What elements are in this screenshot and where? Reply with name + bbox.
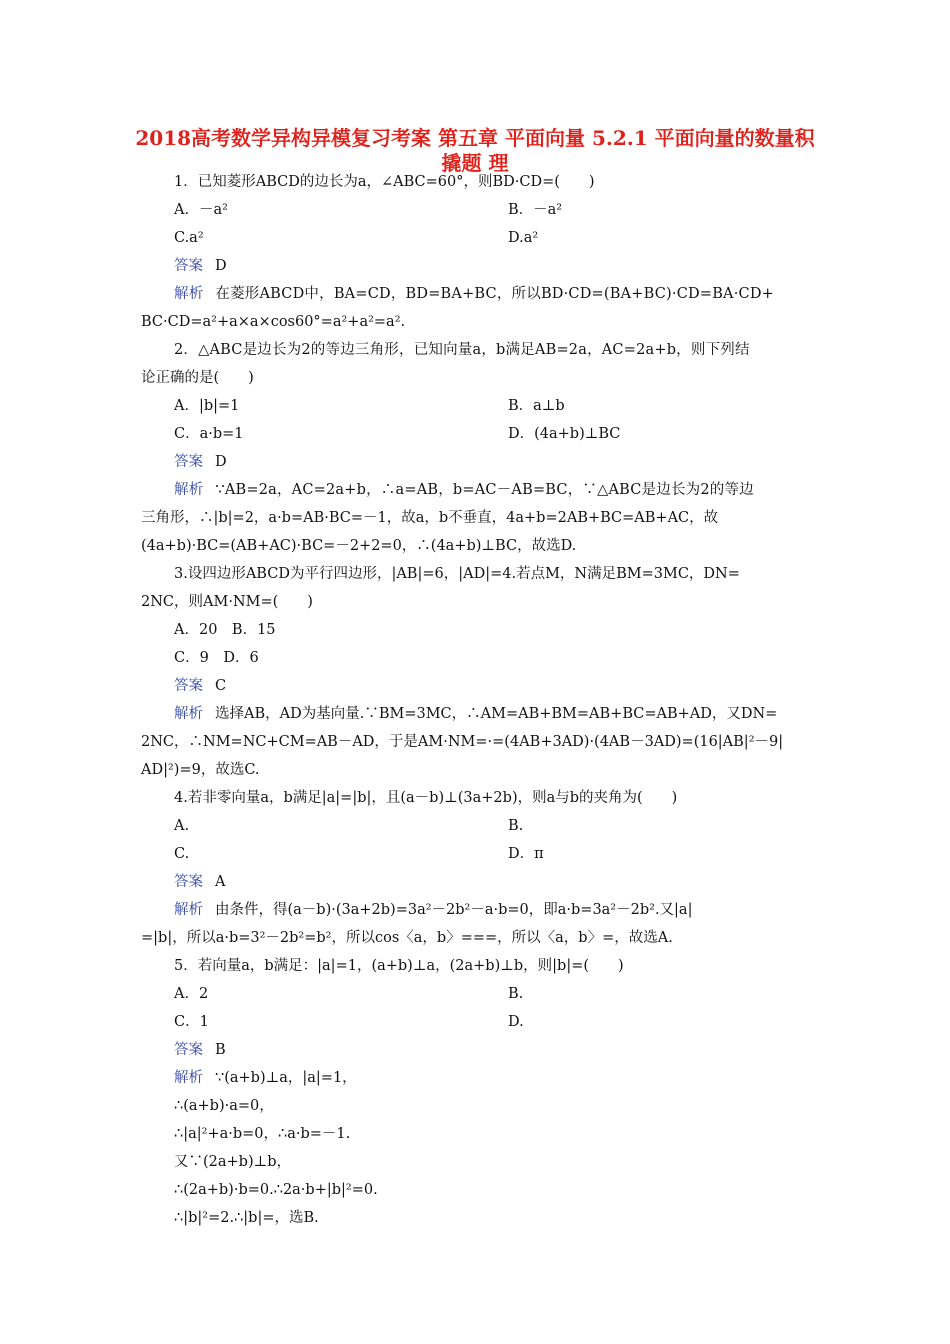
q5-line-6: ∴|b|²=2.∴|b|=，选B. bbox=[174, 1210, 319, 1226]
q1-analysis-1: 在菱形ABCD中，BA=CD，BD=BA+BC，所以BD·CD=(BA+BC)·CD=BA·CD+ bbox=[215, 286, 774, 302]
q3-stem-2: 2NC，则AM·NM=( ) bbox=[141, 594, 313, 610]
q4-analysis-2: =|b|，所以a·b=3²－2b²=b²，所以cos〈a，b〉===，所以〈a，b〉=，故选A. bbox=[141, 930, 673, 946]
answer-label: 答案 bbox=[174, 874, 203, 890]
q1-stem: 1．已知菱形ABCD的边长为a，∠ABC=60°，则BD·CD=( ) bbox=[174, 174, 595, 190]
q5-option-c: C．1 bbox=[174, 1014, 209, 1030]
q1-option-c: C.a² bbox=[174, 230, 204, 246]
analysis-label: 解析 bbox=[174, 902, 203, 918]
q2-option-c: C．a·b=1 bbox=[174, 426, 244, 442]
q1-analysis-row bbox=[174, 284, 774, 304]
q1-option-d: D.a² bbox=[508, 230, 539, 246]
q4-option-c: C. bbox=[174, 846, 190, 862]
q4-answer: A bbox=[215, 874, 226, 890]
answer-label: 答案 bbox=[174, 454, 203, 470]
q4-analysis-row bbox=[174, 900, 692, 920]
q2-analysis-1: ∵AB=2a，AC=2a+b，∴a=AB，b=AC－AB=BC，∵△ABC是边长为2的等边 bbox=[215, 482, 754, 498]
q5-stem: 5．若向量a，b满足：|a|=1，(a+b)⊥a，(2a+b)⊥b，则|b|=( ) bbox=[174, 958, 624, 974]
q4-option-d: D．π bbox=[508, 846, 544, 862]
q5-answer-row bbox=[174, 1040, 226, 1060]
q3-analysis-1: 选择AB，AD为基向量.∵BM=3MC，∴AM=AB+BM=AB+BC=AB+AD，又DN= bbox=[215, 706, 778, 722]
q5-line-4: 又∵(2a+b)⊥b， bbox=[174, 1154, 292, 1170]
q5-option-b: B. bbox=[508, 986, 524, 1002]
q1-option-b: B．－a² bbox=[508, 202, 563, 218]
q2-option-b: B．a⊥b bbox=[508, 398, 565, 414]
q2-analysis-row bbox=[174, 480, 754, 500]
q3-analysis-3: AD|²)=9，故选C. bbox=[141, 762, 260, 778]
q4-stem: 4.若非零向量a，b满足|a|=|b|，且(a－b)⊥(3a+2b)，则a与b的夹角为( ) bbox=[174, 790, 678, 806]
q5-analysis-row bbox=[174, 1068, 357, 1088]
q4-option-b: B. bbox=[508, 818, 524, 834]
q3-answer-row bbox=[174, 676, 226, 696]
answer-label: 答案 bbox=[174, 678, 203, 694]
answer-label: 答案 bbox=[174, 1042, 203, 1058]
q3-options-cd: C．9 D．6 bbox=[174, 650, 259, 666]
q5-line-3: ∴|a|²+a·b=0，∴a·b=－1. bbox=[174, 1126, 351, 1142]
q2-analysis-2: 三角形，∴|b|=2，a·b=AB·BC=－1，故a，b不垂直，4a+b=2AB+BC=AB+AC，故 bbox=[141, 510, 719, 526]
q3-analysis-row bbox=[174, 704, 777, 724]
q2-analysis-3: (4a+b)·BC=(AB+AC)·BC=－2+2=0，∴(4a+b)⊥BC，故选D. bbox=[141, 538, 577, 554]
q4-analysis-1: 由条件，得(a－b)·(3a+2b)=3a²－2b²－a·b=0，即a·b=3a²－2b².又|a| bbox=[215, 902, 693, 918]
analysis-label: 解析 bbox=[174, 1070, 203, 1086]
q2-answer-row bbox=[174, 452, 227, 472]
q5-answer: B bbox=[215, 1042, 226, 1058]
q2-stem-1: 2．△ABC是边长为2的等边三角形，已知向量a，b满足AB=2a，AC=2a+b，则下列结 bbox=[174, 342, 750, 358]
answer-label: 答案 bbox=[174, 258, 203, 274]
q3-answer: C bbox=[215, 678, 227, 694]
q1-option-a: A．－a² bbox=[174, 202, 228, 218]
q1-answer: D bbox=[215, 258, 227, 274]
q4-answer-row bbox=[174, 872, 225, 892]
q2-option-a: A．|b|=1 bbox=[174, 398, 240, 414]
q5-line-5: ∴(2a+b)·b=0.∴2a·b+|b|²=0. bbox=[174, 1182, 378, 1198]
q1-analysis-2: BC·CD=a²+a×a×cos60°=a²+a²=a². bbox=[141, 314, 406, 330]
q1-answer-row bbox=[174, 256, 227, 276]
q5-option-d: D. bbox=[508, 1014, 524, 1030]
q3-stem-1: 3.设四边形ABCD为平行四边形，|AB|=6，|AD|=4.若点M，N满足BM=3MC，DN= bbox=[174, 566, 740, 582]
analysis-label: 解析 bbox=[174, 706, 203, 722]
q4-option-a: A. bbox=[174, 818, 190, 834]
q3-analysis-2: 2NC，∴NM=NC+CM=AB－AD，于是AM·NM=·=(4AB+3AD)·(4AB－3AD)=(16|AB|²－9| bbox=[141, 734, 784, 750]
q2-stem-2: 论正确的是( ) bbox=[141, 370, 254, 386]
q5-option-a: A．2 bbox=[174, 986, 209, 1002]
q2-option-d: D．(4a+b)⊥BC bbox=[508, 426, 621, 442]
analysis-label: 解析 bbox=[174, 286, 204, 302]
page-title: 2018高考数学异构异模复习考案 第五章 平面向量 5.2.1 平面向量的数量积撬题 理 bbox=[135, 126, 815, 175]
q3-options-ab: A．20 B．15 bbox=[174, 622, 276, 638]
analysis-label: 解析 bbox=[174, 482, 204, 498]
q2-answer: D bbox=[215, 454, 227, 470]
q5-analysis-1: ∵(a+b)⊥a，|a|=1， bbox=[215, 1070, 357, 1086]
q5-line-2: ∴(a+b)·a=0， bbox=[174, 1098, 274, 1114]
